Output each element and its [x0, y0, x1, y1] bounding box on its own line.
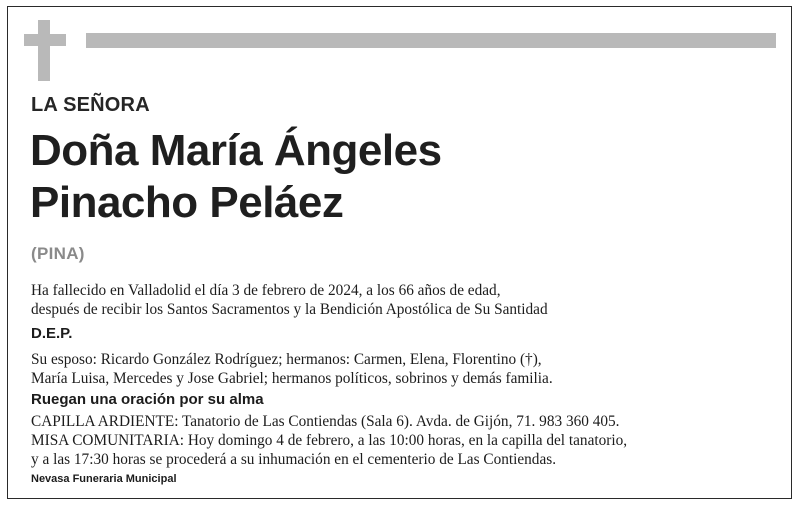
name-line-2: Pinacho Peláez [30, 178, 344, 227]
prayer-request: Ruegan una oración por su alma [31, 391, 264, 408]
nickname: (PINA) [31, 244, 85, 263]
funeral-home: Nevasa Funeraria Municipal [31, 473, 177, 485]
death-info-line-1: Ha fallecido en Valladolid el día 3 de febrero de 2024, a los 66 años de edad, [31, 282, 501, 299]
family-line-2: María Luisa, Mercedes y Jose Gabriel; hermanos políticos, sobrinos y demás familia. [31, 370, 553, 387]
cross-icon-arm [24, 34, 66, 46]
mass-info-line-2: y a las 17:30 horas se procederá a su inhumación en el cementerio de Las Contiendas. [31, 451, 557, 468]
name-line-1: Doña María Ángeles [30, 126, 442, 175]
deceased-name [30, 125, 442, 229]
cross-icon [38, 20, 50, 81]
dep-label: D.E.P. [31, 325, 73, 342]
chapel-info: CAPILLA ARDIENTE: Tanatorio de Las Contiendas (Sala 6). Avda. de Gijón, 71. 983 360 405. [31, 413, 620, 430]
family-line-1: Su esposo: Ricardo González Rodríguez; hermanos: Carmen, Elena, Florentino (†), [31, 351, 542, 368]
decorative-bar [86, 33, 776, 48]
death-info-line-2: después de recibir los Santos Sacramentos y la Bendición Apostólica de Su Santidad [31, 301, 548, 318]
mass-info-line-1: MISA COMUNITARIA: Hoy domingo 4 de febrero, a las 10:00 horas, en la capilla del tanatorio, [31, 432, 628, 449]
heading: LA SEÑORA [31, 94, 150, 116]
